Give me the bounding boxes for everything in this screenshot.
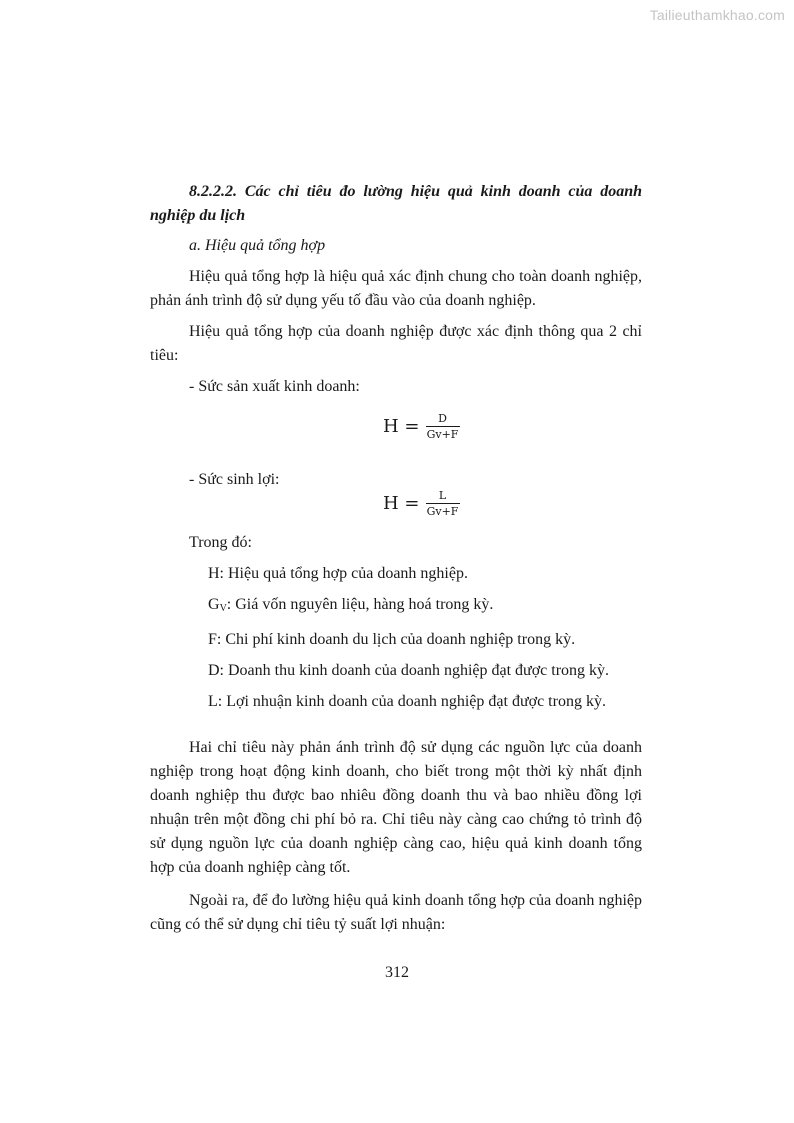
formula-2-numerator: L — [438, 489, 447, 502]
paragraph-2: Hiệu quả tổng hợp của doanh nghiệp được xác định thông qua 2 chỉ tiêu: — [150, 323, 642, 364]
definition-gv-subscript: V — [219, 603, 227, 614]
watermark: Tailieuthamkhao.com — [649, 7, 785, 23]
definition-h: H: Hiệu quả tổng hợp của doanh nghiệp. — [208, 565, 468, 582]
formula-2-fraction — [426, 489, 460, 518]
section-title: 8.2.2.2. Các chỉ tiêu đo lường hiệu quả kinh doanh của doanh nghiệp du lịch — [150, 183, 642, 224]
where-label: Trong đó: — [189, 534, 252, 551]
paragraph-1: Hiệu quả tổng hợp là hiệu quả xác định chung cho toàn doanh nghiệp, phản ánh trình độ sử dụng yếu tố đầu vào của doanh nghiệp. — [150, 268, 642, 309]
definition-d: D: Doanh thu kinh doanh của doanh nghiệp đạt được trong kỳ. — [208, 662, 610, 679]
indicator-2-label: - Sức sinh lợi: — [189, 471, 280, 488]
formula-1-numerator: D — [438, 412, 447, 425]
formula-2-lhs: H = — [383, 493, 420, 514]
formula-1-lhs: H = — [383, 416, 420, 437]
definitions-list — [208, 562, 609, 721]
closing-paragraph-1: Hai chỉ tiêu này phản ánh trình độ sử dụng các nguồn lực của doanh nghiệp trong hoạt động kinh doanh, cho biết trong một thời kỳ nhất định doanh nghiệp thu được bao nhiêu đồng doanh thu và bao nhiều đồng lợi nhuận trên một đồng chi phí bỏ ra. Chỉ tiêu này càng cao chứng tỏ trình độ sử dụng nguồn lực của doanh nghiệp càng cao, hiệu quả kinh doanh tổng hợp của doanh nghiệp càng tốt. — [150, 739, 642, 876]
formula-1 — [383, 412, 460, 441]
indicator-1-label: - Sức sản xuất kinh doanh: — [189, 378, 360, 395]
definition-l: L: Lợi nhuận kinh doanh của doanh nghiệp đạt được trong kỳ. — [208, 693, 606, 710]
subsection-title: a. Hiệu quả tổng hợp — [189, 237, 326, 254]
formula-1-fraction — [426, 412, 460, 441]
main-text-block — [150, 180, 642, 399]
formula-2-denominator: Gv+F — [426, 505, 459, 518]
page-number: 312 — [385, 964, 409, 981]
formula-2 — [383, 489, 460, 518]
definition-gv-symbol: G — [208, 596, 220, 613]
closing-paragraph-2: Ngoài ra, để đo lường hiệu quả kinh doanh tổng hợp của doanh nghiệp cũng có thể sử dụng chỉ tiêu tỷ suất lợi nhuận: — [150, 892, 642, 933]
closing-text-block — [150, 736, 642, 946]
definition-gv — [208, 593, 609, 621]
definition-f: F: Chi phí kinh doanh du lịch của doanh nghiệp trong kỳ. — [208, 631, 576, 648]
definition-gv-text: : Giá vốn nguyên liệu, hàng hoá trong kỳ. — [226, 596, 494, 613]
formula-1-denominator: Gv+F — [426, 428, 459, 441]
